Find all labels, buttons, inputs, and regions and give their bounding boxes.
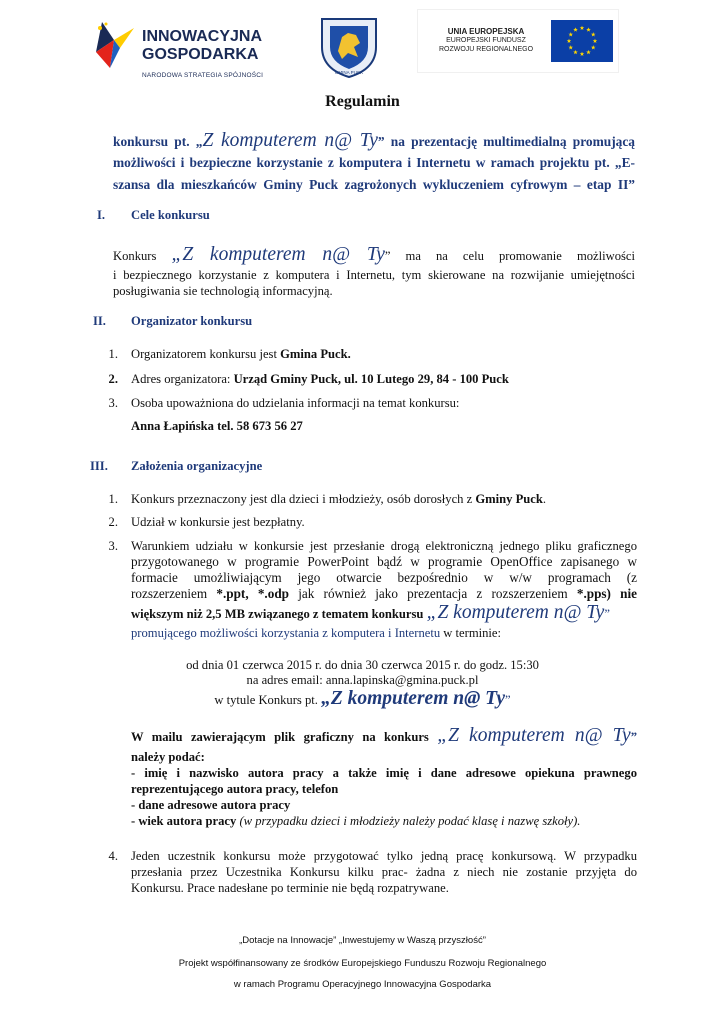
mail-l1-text: W mailu zawierającym plik graficzny na konkurs [131,730,438,744]
eu-flag-icon [551,20,613,62]
section3-mail-block [131,724,637,829]
section3-item3 [131,538,637,641]
section1-line1 [113,244,635,267]
section1-line3: posługiwania sie technologią informacyjną. [113,284,333,298]
section2-item1 [131,346,351,362]
section3-item3-l5a: większym niż 2,5 MB związanego z tematem konkursu [131,607,427,621]
section3-subject-quote-open: „ [321,688,331,709]
gmina-puck-crest [318,13,380,79]
section1-quote-open: „ [171,244,183,265]
section3-item3-l6 [131,625,637,641]
section1-text-pre: Konkurs [113,249,157,263]
mail-l6-text: - wiek autora pracy [131,814,237,828]
section3-item3-l2: przygotowanego w programie PowerPoint bądź w programie OpenOffice zapisanego w [131,554,637,569]
section3-item3-l6b: w terminie: [440,626,502,640]
section2-item2 [131,371,509,387]
eu-logo [418,10,618,72]
section2-title: Organizator konkursu [131,314,253,328]
gmina-puck-crest-icon [318,13,380,79]
ue-line1: UNIA EUROPEJSKA [447,27,525,36]
section3-item3-l4a: rozszerzeniem [131,586,217,601]
section3-item3-l5 [131,602,637,625]
section3-item3-l4c: jak również jako prezentacja z rozszerzeniem [289,586,577,601]
section1-line2: i bezpiecznego korzystanie z komputera i Internetu, tym skierowane na rozwijanie umiejętności [113,268,635,282]
section3-item4 [131,848,637,896]
section3-item3-l4b: *.ppt, *.odp [216,586,289,601]
section3-item2: Udział w konkursie jest bezpłatny. [131,515,305,529]
mail-l1 [131,724,637,749]
intro-paragraph [113,130,635,195]
section3-item4-l3: Konkursu. Prace nadesłane po terminie nie będą rozpatrywane. [131,881,449,895]
section3-item3-l4 [131,586,637,602]
mail-l4: reprezentującego autora pracy, telefon [131,782,339,796]
intro-line2: możliwości i bezpieczne korzystanie z komputera i Internetu w ramach projektu pt. „E- [113,155,635,170]
section3-item3-l1: Warunkiem udziału w konkursie jest przesłanie drogą elektroniczną jednego pliku graficznego [131,539,637,553]
section3-item1 [131,491,546,507]
mail-l1-quote-open: „ [437,725,449,746]
section2-item1-num: 1. [108,347,118,361]
section2-item3-num: 3. [108,396,118,410]
section3-item1-post: . [542,492,547,506]
section3-subject-pre: w tytule Konkurs pt. [214,693,322,707]
section1-text-post: ma na celu promowanie możliwości [405,249,636,263]
section1-quote-close: ” [384,249,391,263]
mail-l6 [131,813,637,829]
section1-contest-name: Z komputerem n@ Ty [182,244,385,265]
section3-item4-l2: przesłania przez Uczestnika Konkursu kilku prac- żadna z niech nie zostanie przyjęta do [131,865,637,879]
section3-item3-l4d: *.pps) nie [576,586,637,601]
section2-item2-bold: Urząd Gminy Puck, ul. 10 Lutego 29, 84 - 100 Puck [233,372,509,386]
section3-item3-l3: formacie umożliwiającym jego otwarcie bezpośrednio w w/w programach (z [131,570,637,585]
mail-l2: należy podać: [131,750,205,764]
section2-item2-text: Adres organizatora: [131,372,234,386]
ue-line3: ROZWOJU REGIONALNEGO [438,46,534,53]
section3-item3-l5-quote-open: „ [426,602,438,623]
ue-line2: EUROPEJSKI FUNDUSZ [446,37,526,44]
intro-text-b: ” na prezentację multimedialną promującą [377,134,635,149]
ig-star-icon [90,18,138,70]
section2-item3: Osoba upoważniona do udzielania informacji na temat konkursu: [131,396,460,410]
puck-label: GMINA PUCK [334,70,364,75]
section3-number: III. [90,459,108,473]
section3-dates: od dnia 01 czerwca 2015 r. do dnia 30 czerwca 2015 r. do godz. 15:30 [186,658,539,672]
footer-line1: „Dotacje na Innowacje” „Inwestujemy w Waszą przyszłość” [239,935,486,946]
intro-text-a: konkursu pt. „ [113,134,203,149]
section3-email: na adres email: anna.lapinska@gmina.puck.pl [246,673,479,687]
mail-l6-note: (w przypadku dzieci i młodzieży należy podać klasę i nazwę szkoły). [236,814,581,828]
ig-line2: GOSPODARKA [142,46,259,63]
ue-line2-3 [426,36,546,54]
footer-line2: Projekt współfinansowany ze środków Europejskiego Funduszu Rozwoju Regionalnego [178,958,547,969]
section1-number: I. [97,208,106,222]
section3-title: Założenia organizacyjne [131,459,263,473]
section3-item3-l5-quote-close: ” [604,607,610,621]
section3-item3-contest-name: Z komputerem n@ Ty [437,602,605,623]
section3-item4-l1: Jeden uczestnik konkursu może przygotować tylko jedną pracę konkursową. W przypadku [131,849,637,863]
section3-item2-num: 2. [108,515,118,529]
section2-item1-text: Organizatorem konkursu jest [131,347,281,361]
section3-item1-bold: Gminy Puck [475,492,543,506]
document-title: Regulamin [325,93,400,110]
section2-item2-num: 2. [108,372,118,386]
innowacyjna-gospodarka-logo [90,14,285,79]
mail-l1-quote-close: ” [630,730,637,744]
footer-line3: w ramach Programu Operacyjnego Innowacyjna Gospodarka [233,979,492,990]
section3-subject-name: Z komputerem n@ Ty [330,688,506,709]
section1-paragraph [113,244,635,299]
section2-contact: Anna Łapińska tel. 58 673 56 27 [131,419,303,433]
section1-title: Cele konkursu [131,208,210,222]
section3-item1-text: Konkurs przeznaczony jest dla dzieci i młodzieży, osób dorosłych z [131,492,476,506]
intro-contest-name: Z komputerem n@ Ty [202,130,378,151]
ig-line3: NARODOWA STRATEGIA SPÓJNOŚCI [142,72,264,79]
mail-l3: - imię i nazwisko autora pracy a także imię i dane adresowe opiekuna prawnego [131,766,637,780]
section2-item1-bold: Gmina Puck. [280,347,351,361]
section3-item3-num: 3. [108,539,118,553]
ig-line1: INNOWACYJNA [142,28,263,45]
section3-subject [0,688,725,711]
section3-item1-num: 1. [108,492,118,506]
section2-number: II. [93,314,106,328]
section3-item3-l6a: promującego możliwości korzystania z komputera i Internetu [131,626,441,640]
mail-contest-name: Z komputerem n@ Ty [448,725,631,746]
section3-subject-quote-close: ” [505,693,511,707]
section3-item4-num: 4. [108,849,118,863]
intro-line3: szansa dla mieszkańców Gminy Puck zagrożonych wykluczeniem cyfrowym – etap II” [113,176,635,192]
intro-line1 [113,130,635,152]
mail-l5: - dane adresowe autora pracy [131,798,291,812]
